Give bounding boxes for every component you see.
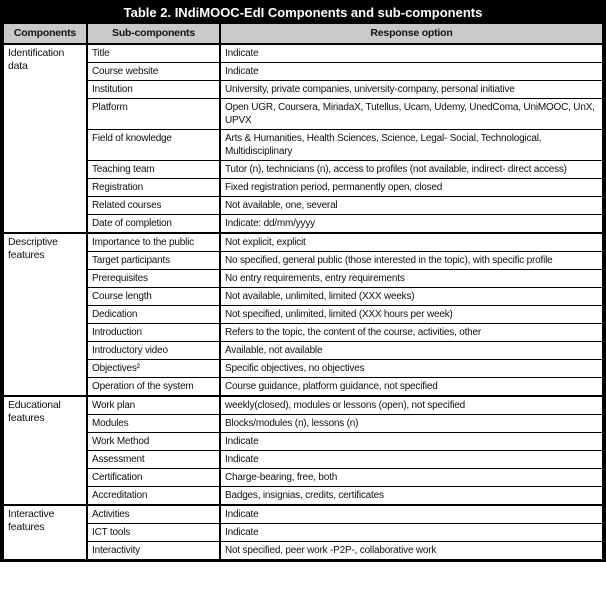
response-option-cell: Refers to the topic, the content of the course, activities, other — [220, 324, 603, 342]
response-option-cell: weekly(closed), modules or lessons (open), not specified — [220, 396, 603, 415]
subcomponent-cell: Modules — [87, 415, 220, 433]
subcomponent-cell: Operation of the system — [87, 378, 220, 397]
subcomponent-cell: Importance to the public — [87, 233, 220, 252]
subcomponent-cell: Certification — [87, 469, 220, 487]
response-option-cell: Not explicit, explicit — [220, 233, 603, 252]
table-row — [3, 306, 603, 324]
response-option-cell: Charge-bearing, free, both — [220, 469, 603, 487]
response-option-cell: Not available, unlimited, limited (XXX weeks) — [220, 288, 603, 306]
components-table — [2, 23, 604, 560]
component-cell: Interactive features — [3, 505, 87, 560]
table-row — [3, 179, 603, 197]
table-row — [3, 542, 603, 560]
table-row — [3, 288, 603, 306]
table-row — [3, 99, 603, 130]
response-option-cell: Indicate — [220, 451, 603, 469]
column-header-response-option: Response option — [220, 24, 603, 45]
response-option-cell: Indicate — [220, 63, 603, 81]
table-row — [3, 487, 603, 506]
subcomponent-cell: Registration — [87, 179, 220, 197]
subcomponent-cell: Assessment — [87, 451, 220, 469]
subcomponent-cell: Institution — [87, 81, 220, 99]
column-header-subcomponents: Sub-components — [87, 24, 220, 45]
table-row — [3, 324, 603, 342]
table-row — [3, 44, 603, 63]
header-row — [3, 24, 603, 45]
response-option-cell: No entry requirements, entry requirements — [220, 270, 603, 288]
subcomponent-cell: Course length — [87, 288, 220, 306]
response-option-cell: Open UGR, Coursera, MiriadaX, Tutellus, Ucam, Udemy, UnedComa, UniMOOC, UnX, UPVX — [220, 99, 603, 130]
response-option-cell: Not available, one, several — [220, 197, 603, 215]
subcomponent-cell: ICT tools — [87, 524, 220, 542]
subcomponent-cell: Interactivity — [87, 542, 220, 560]
response-option-cell: Indicate — [220, 524, 603, 542]
subcomponent-cell: Date of completion — [87, 215, 220, 234]
table-row — [3, 524, 603, 542]
response-option-cell: Indicate — [220, 433, 603, 451]
table-row — [3, 433, 603, 451]
response-option-cell: Tutor (n), technicians (n), access to profiles (not available, indirect- direct access) — [220, 161, 603, 179]
component-cell: Descriptive features — [3, 233, 87, 396]
table-row — [3, 505, 603, 524]
table-row — [3, 130, 603, 161]
response-option-cell: Fixed registration period, permanently open, closed — [220, 179, 603, 197]
subcomponent-cell: Accreditation — [87, 487, 220, 506]
subcomponent-cell: Teaching team — [87, 161, 220, 179]
subcomponent-cell: Introduction — [87, 324, 220, 342]
response-option-cell: Indicate — [220, 505, 603, 524]
subcomponent-cell: Activities — [87, 505, 220, 524]
response-option-cell: University, private companies, university-company, personal initiative — [220, 81, 603, 99]
table-body — [3, 44, 603, 560]
subcomponent-cell: Work Method — [87, 433, 220, 451]
table-row — [3, 360, 603, 378]
response-option-cell: Course guidance, platform guidance, not specified — [220, 378, 603, 397]
response-option-cell: No specified, general public (those interested in the topic), with specific profile — [220, 252, 603, 270]
subcomponent-cell: Introductory video — [87, 342, 220, 360]
column-header-components: Components — [3, 24, 87, 45]
table-row — [3, 469, 603, 487]
response-option-cell: Blocks/modules (n), lessons (n) — [220, 415, 603, 433]
table-row — [3, 378, 603, 397]
subcomponent-cell: Dedication — [87, 306, 220, 324]
subcomponent-cell: Platform — [87, 99, 220, 130]
response-option-cell: Badges, insignias, credits, certificates — [220, 487, 603, 506]
subcomponent-cell: Objectives² — [87, 360, 220, 378]
table-row — [3, 63, 603, 81]
subcomponent-cell: Related courses — [87, 197, 220, 215]
table-row — [3, 396, 603, 415]
subcomponent-cell: Work plan — [87, 396, 220, 415]
subcomponent-cell: Field of knowledge — [87, 130, 220, 161]
table-row — [3, 233, 603, 252]
component-cell: Identification data — [3, 44, 87, 233]
subcomponent-cell: Prerequisites — [87, 270, 220, 288]
table-row — [3, 81, 603, 99]
response-option-cell: Indicate: dd/mm/yyyy — [220, 215, 603, 234]
table-row — [3, 451, 603, 469]
response-option-cell: Arts & Humanities, Health Sciences, Science, Legal- Social, Technological, Multidisciplinary — [220, 130, 603, 161]
response-option-cell: Available, not available — [220, 342, 603, 360]
table-row — [3, 270, 603, 288]
table-row — [3, 342, 603, 360]
subcomponent-cell: Title — [87, 44, 220, 63]
response-option-cell: Not specified, peer work -P2P-, collaborative work — [220, 542, 603, 560]
response-option-cell: Not specified, unlimited, limited (XXX hours per week) — [220, 306, 603, 324]
table-row — [3, 215, 603, 234]
table-row — [3, 415, 603, 433]
table-row — [3, 252, 603, 270]
table-title: Table 2. INdiMOOC-EdI Components and sub-components — [2, 2, 604, 23]
subcomponent-cell: Course website — [87, 63, 220, 81]
response-option-cell: Indicate — [220, 44, 603, 63]
component-cell: Educational features — [3, 396, 87, 505]
table-row — [3, 197, 603, 215]
response-option-cell: Specific objectives, no objectives — [220, 360, 603, 378]
subcomponent-cell: Target participants — [87, 252, 220, 270]
table-row — [3, 161, 603, 179]
